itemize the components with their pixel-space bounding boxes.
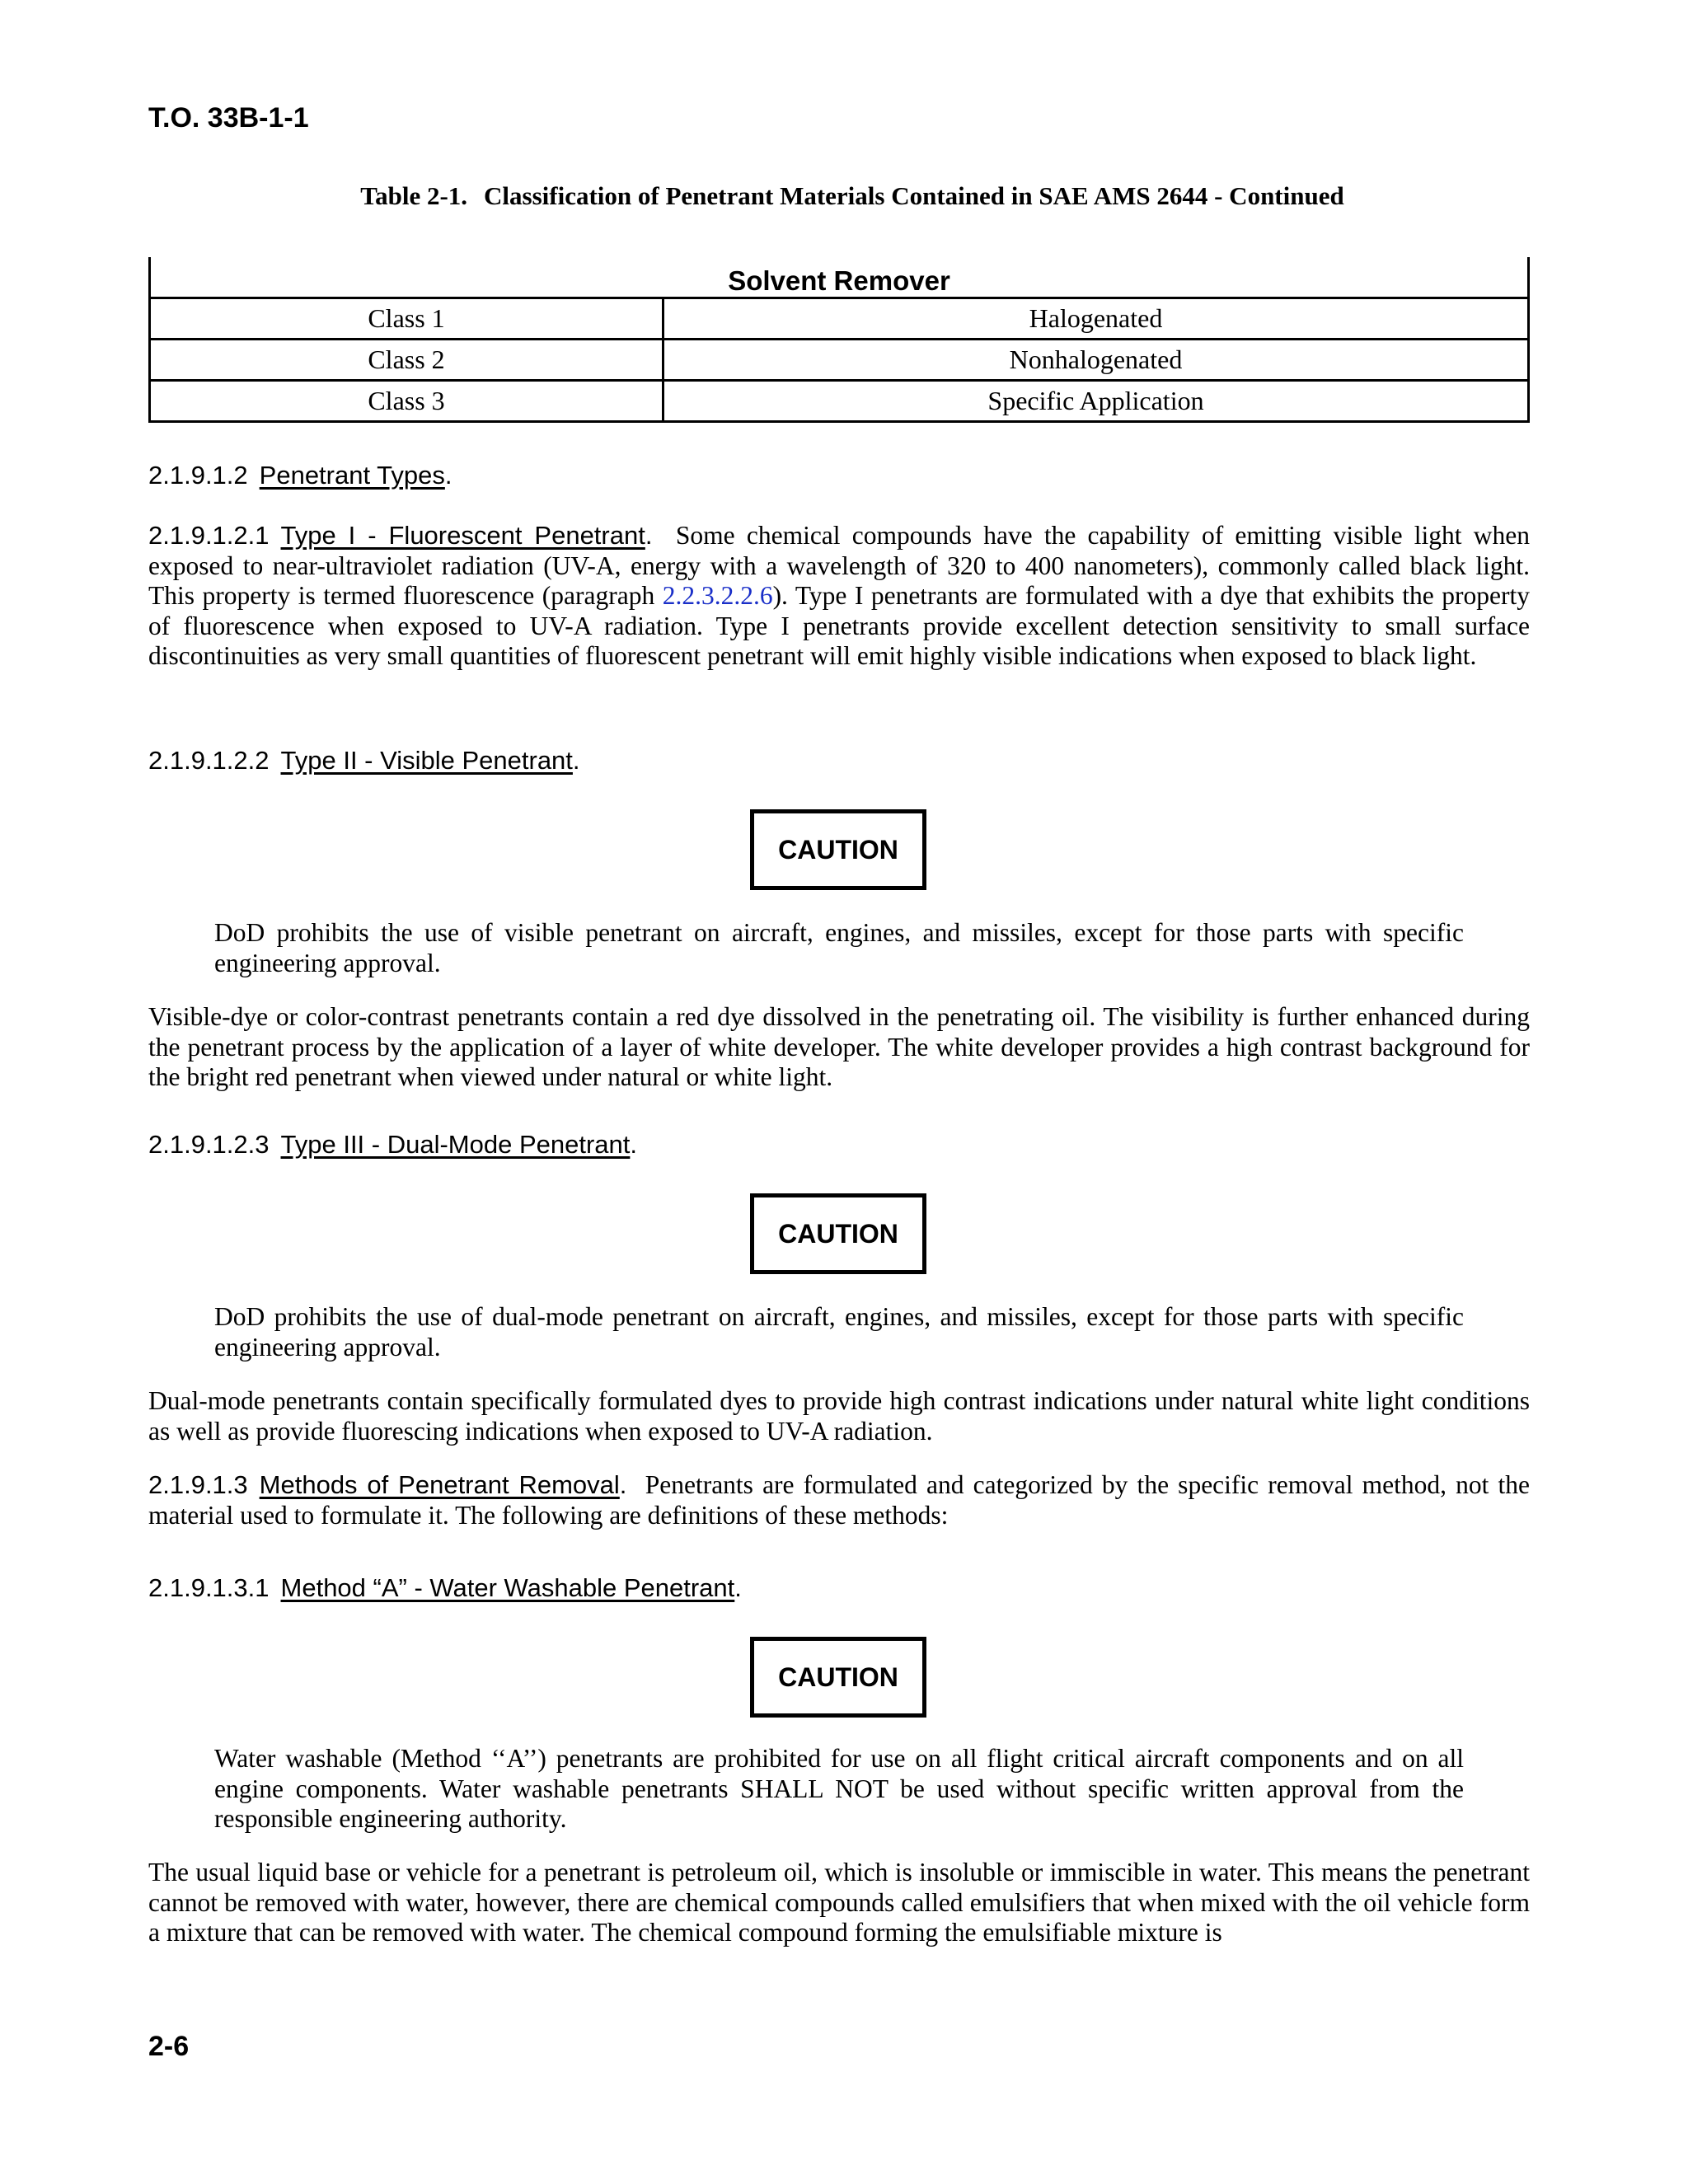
table-title [0,181,1688,211]
section-heading-type-iii: 2.1.9.1.2.3 Type III - Dual-Mode Penetrant. [148,1130,638,1159]
caution-box: CAUTION [750,1193,926,1274]
paragraph-link[interactable]: 2.2.3.2.2.6 [662,581,773,610]
paragraph-method-a-body: The usual liquid base or vehicle for a penetrant is petroleum oil, which is insoluble or immiscible in water. This means the penetrant cannot be removed with water, however, there are chemical compounds called emulsifiers that when mixed with the oil vehicle form a mixture that can be removed with water. The chemical compound forming the emulsifiable mixture is [148,1858,1530,1947]
document-id: T.O. 33B-1-1 [148,102,309,134]
paragraph-removal-methods: 2.1.9.1.3 Methods of Penetrant Removal. Penetrants are formulated and categorized by the specific removal method, not the material used to formulate it. The following are definitions of these methods: [148,1470,1530,1530]
paragraph-text: Some chemical compounds have the capability of emitting visible light when exposed to near-ultraviolet radiation (UV-A, energy with a wavelength of 320 to 400 nanometers), commonly called black light. This property is termed fluorescence (paragraph [148,521,1530,610]
table-number: Table 2-1. [360,181,468,210]
table-section-header: Solvent Remover [150,257,1529,298]
description-cell: Halogenated [663,298,1529,340]
class-cell: Class 3 [150,381,663,422]
paragraph-type-i: 2.1.9.1.2.1 Type I - Fluorescent Penetrant. Some chemical compounds have the capability of emitting visible light when exposed to near-ultraviolet radiation (UV-A, energy with a wavelength of 320 to 400 nanometers), commonly called black light. This property is termed fluorescence (paragraph 2.2.3.2.2.6). Type I penetrants are formulated with a dye that exhibits the property of fluorescence when exposed to UV-A radiation. Type I penetrants provide excellent detection sensitivity to small surface discontinuities as very small quantities of fluorescent penetrant will emit highly visible indications when exposed to black light. [148,521,1530,670]
description-cell: Nonhalogenated [663,340,1529,381]
caution-box: CAUTION [750,809,926,890]
table-row [150,340,1529,381]
section-title: Method “A” - Water Washable Penetrant [280,1573,735,1602]
classification-table [148,257,1530,423]
page-number: 2-6 [148,2031,190,2062]
class-cell: Class 2 [150,340,663,381]
section-heading-type-ii: 2.1.9.1.2.2 Type II - Visible Penetrant. [148,746,580,775]
caution-text: DoD prohibits the use of dual-mode penetrant on aircraft, engines, and missiles, except for those parts with specific engineering approval. [214,1302,1464,1361]
paragraph-type-ii-body: Visible-dye or color-contrast penetrants contain a red dye dissolved in the penetrating oil. The visibility is further enhanced during the penetrant process by the application of a layer of white developer. The white developer provides a high contrast background for the bright red penetrant when viewed under natural or white light. [148,1002,1530,1091]
section-number: 2.1.9.1.2.2 [148,746,270,775]
table-caption: Classification of Penetrant Materials Contained in SAE AMS 2644 - Continued [484,181,1344,210]
table-row [150,298,1529,340]
section-number: 2.1.9.1.3.1 [148,1573,270,1602]
section-number: 2.1.9.1.2.1 [148,521,270,550]
class-cell: Class 1 [150,298,663,340]
section-heading-penetrant-types: 2.1.9.1.2 Penetrant Types. [148,461,452,490]
section-heading-method-a: 2.1.9.1.3.1 Method “A” - Water Washable Penetrant. [148,1573,742,1602]
section-title: Type I - Fluorescent Penetrant [280,521,645,550]
section-number: 2.1.9.1.3 [148,1470,248,1499]
paragraph-text: ). Type I penetrants are formulated with a dye that exhibits the property of fluorescence when exposed to UV-A radiation. Type I penetrants provide excellent detection sensitivity to small surface discontinuities as very small quantities of fluorescent penetrant will emit highly visible indications when exposed to black light. [148,581,1530,670]
caution-text: Water washable (Method ‘‘A’’) penetrants are prohibited for use on all flight critical aircraft components and on all engine components. Water washable penetrants SHALL NOT be used without specific written approval from the responsible engineering authority. [214,1744,1464,1833]
table-row [150,381,1529,422]
section-title: Type III - Dual-Mode Penetrant [280,1130,631,1159]
section-title: Type II - Visible Penetrant [280,746,573,775]
section-title: Penetrant Types [259,461,445,490]
paragraph-type-iii-body: Dual-mode penetrants contain specifically formulated dyes to provide high contrast indications under natural white light conditions as well as provide fluorescing indications when exposed to UV-A radiation. [148,1386,1530,1446]
paragraph-text: Penetrants are formulated and categorized by the specific removal method, not the material used to formulate it. The following are definitions of these methods: [148,1470,1530,1530]
caution-text: DoD prohibits the use of visible penetrant on aircraft, engines, and missiles, except for those parts with specific engineering approval. [214,918,1464,977]
section-title: Methods of Penetrant Removal [259,1470,620,1499]
caution-box: CAUTION [750,1637,926,1718]
description-cell: Specific Application [663,381,1529,422]
section-number: 2.1.9.1.2 [148,461,248,490]
section-number: 2.1.9.1.2.3 [148,1130,270,1159]
